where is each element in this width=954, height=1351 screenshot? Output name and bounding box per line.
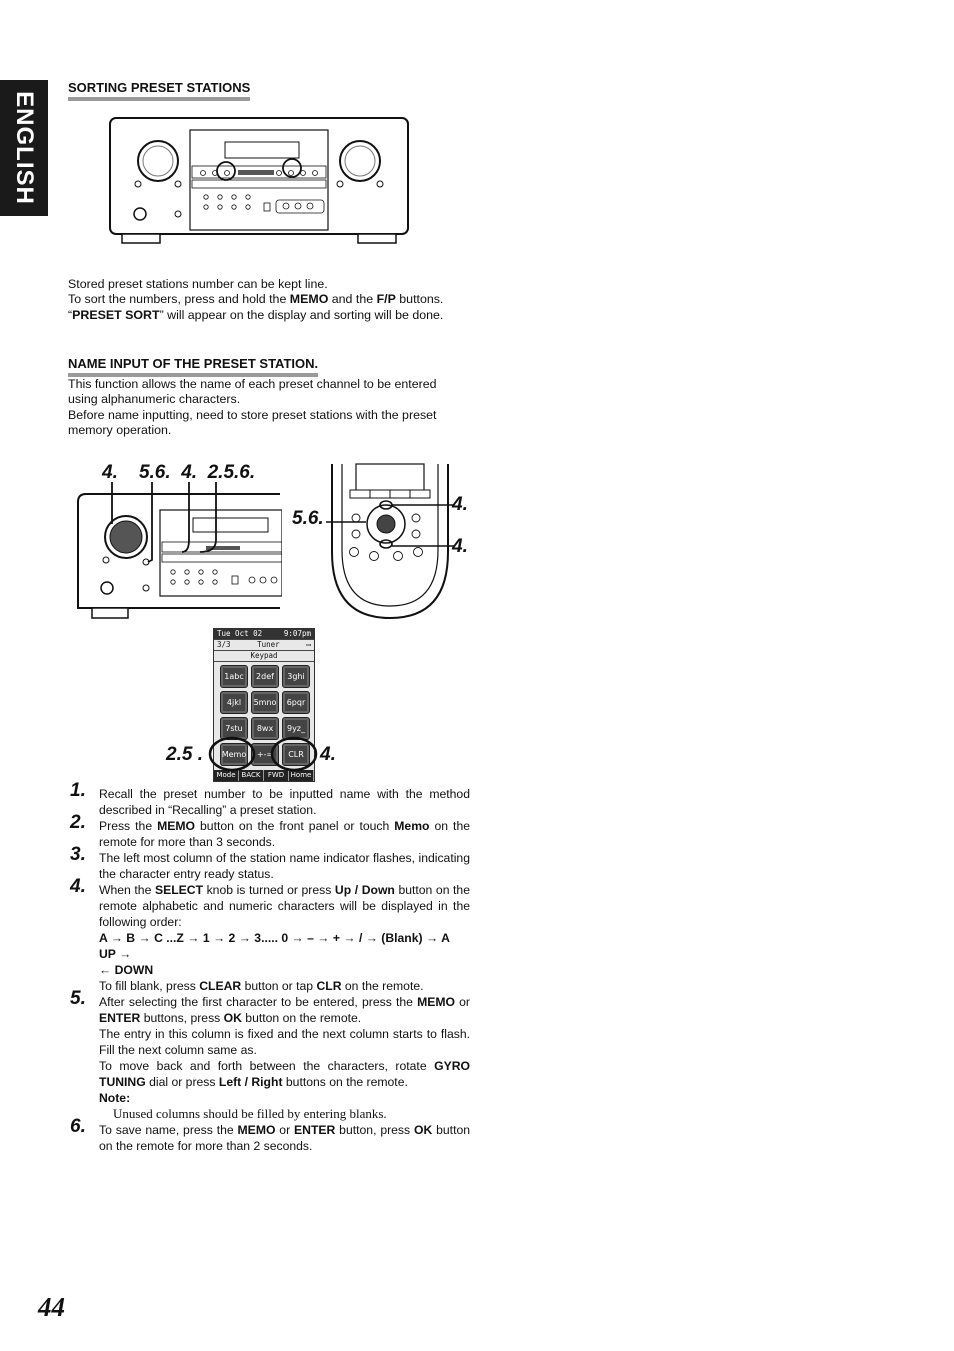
step-3 [70,844,470,882]
clr-key[interactable]: CLR [282,743,310,766]
step-5-text-2: The entry in this column is fixed and the next column starts to flash. Fill the next column same as. [99,1027,470,1057]
name-input-section-title: NAME INPUT OF THE PRESET STATION. [68,356,318,377]
step-1-number: 1. [70,780,86,801]
sorting-line-2 [68,292,468,307]
step-5-enter: ENTER [99,1011,141,1025]
step-5-text-a: After selecting the first character to be entered, press the [99,995,418,1009]
step-6-text-a: To save name, press the [99,1123,238,1137]
step-4-text-f: on the remote. [341,979,424,993]
step-5-text-3 [99,1058,470,1090]
step-2-memo-touch: Memo [394,819,430,833]
name-input-intro [68,377,468,439]
note-text: Unused columns should be filled by entering blanks. [113,1106,387,1121]
step-5-left-right: Left / Right [218,1075,283,1089]
step-6-text-d: button on the remote for more than 2 seconds. [99,1123,471,1153]
step-5-text-b: or [454,995,470,1009]
step-2-memo: MEMO [157,819,196,833]
note-label: Note: [99,1091,131,1105]
step-6-text [99,1122,470,1154]
receiver-panel-detail-illustration [76,480,282,622]
lcd-status-row [214,629,314,640]
memo-key[interactable]: Memo [220,743,248,766]
step-1-text: Recall the preset number to be inputted name with the method described in “Recalling” a preset station. [99,787,470,817]
step-5-memo: MEMO [417,995,455,1009]
step-4-select: SELECT [154,883,204,897]
step-2-text-a: Press the [99,819,158,833]
key-5[interactable]: 5mno [251,691,279,714]
sorting-line-2-text-c: buttons. [395,292,444,307]
panel-step-callouts: 4. 5.6. 4. 2.5.6. [102,462,256,483]
step-3-text: The left most column of the station name indicator flashes, indicating the character entry ready status. [99,851,470,881]
symbol-key[interactable]: +-= [251,743,279,766]
sorting-line-3 [68,308,468,323]
footer-home[interactable]: Home [289,770,314,781]
step-1 [70,780,470,818]
footer-fwd[interactable]: FWD [264,770,289,781]
name-input-intro-2: Before name inputting, need to store preset stations with the preset memory operation. [68,407,437,438]
sorting-line-2-text-b: and the [328,292,377,307]
step-4-text-d: To fill blank, press [99,979,200,993]
sorting-line-1 [68,277,468,292]
battery-icon: ▭ [306,640,311,649]
step-4-clear: CLEAR [199,979,242,993]
receiver-front-panel-illustration [108,116,412,246]
sorting-line-3-text-b: ” will appear on the display and sorting will be done. [159,307,444,322]
step-2-text-c: on the remote for more than 3 seconds. [99,819,470,849]
keypad-callout-right: 4. [320,744,336,765]
remote-callout-left: 5.6. [292,508,324,529]
step-5-text-d: button on the remote. [241,1011,362,1025]
preset-sort-keyword: PRESET SORT [72,307,160,322]
keypad-callout-left: 2.5 . [166,744,203,765]
character-order-down: ← DOWN [99,963,154,977]
footer-back[interactable]: BACK [239,770,264,781]
page-number: 44 [38,1292,65,1322]
key-3[interactable]: 3ghi [282,665,310,688]
step-4-text-b: knob is turned or press [203,883,335,897]
key-4[interactable]: 4jkl [220,691,248,714]
lcd-mode-row [214,651,314,662]
footer-mode[interactable]: Mode [214,770,239,781]
step-6-number: 6. [70,1116,86,1137]
name-input-intro-1: This function allows the name of each preset channel to be entered using alphanumeric characters. [68,377,437,407]
step-5-text-3a: To move back and forth between the characters, rotate [99,1059,435,1073]
character-order-up: UP → [99,947,132,961]
step-6 [70,1116,471,1154]
key-2[interactable]: 2def [251,665,279,688]
keypad-highlight-marks [208,730,320,774]
sorting-line-3-text-a: “ [68,307,73,322]
sorting-section-title: SORTING PRESET STATIONS [68,80,250,101]
step-6-text-b: or [275,1123,295,1137]
sorting-line-2-text-a: To sort the numbers, press and hold the [68,292,290,307]
step-4-text [99,882,470,930]
step-6-ok: OK [413,1123,433,1137]
key-6[interactable]: 6pqr [282,691,310,714]
fp-keyword: F/P [376,292,396,307]
step-2-text-b: button on the front panel or touch [195,819,395,833]
remote-callout-right-top: 4. [452,494,468,515]
sorting-line-1-text: Stored preset stations number can be kept line. [68,277,328,291]
memo-keyword: MEMO [289,292,329,307]
step-5-gyro-tuning: GYRO TUNING [99,1059,470,1089]
step-4-text-a: When the [99,883,155,897]
step-5-text [99,994,470,1026]
step-2 [70,812,470,850]
sorting-instructions [68,277,468,323]
key-1[interactable]: 1abc [220,665,248,688]
lcd-source: Tuner [257,640,280,649]
step-6-memo: MEMO [237,1123,276,1137]
step-6-enter: ENTER [294,1123,336,1137]
lcd-time: 9:07pm [283,629,311,638]
step-3-number: 3. [70,844,86,865]
language-tab [0,80,48,216]
lcd-source-row [214,640,314,651]
step-4-blank-text [99,978,470,994]
step-2-number: 2. [70,812,86,833]
step-4-text-e: button or tap [241,979,317,993]
remote-control-illustration [326,462,454,622]
step-6-text-c: button, press [335,1123,414,1137]
step-5 [70,988,470,1122]
step-5-text-3b: dial or press [145,1075,219,1089]
lcd-page: 3/3 [217,640,231,649]
key-9[interactable]: 9yz_ [282,717,310,740]
lcd-mode: Keypad [250,651,278,660]
character-order: A → B → C ...Z → 1 → 2 → 3..... 0 → – → + → / → (Blank) → A [99,931,450,945]
remote-callout-right-bottom: 4. [452,536,468,557]
step-5-text-c: buttons, press [140,1011,224,1025]
key-7[interactable]: 7stu [220,717,248,740]
step-4 [70,876,470,994]
step-5-text-3c: buttons on the remote. [282,1075,408,1089]
key-8[interactable]: 8wx [251,717,279,740]
step-4-text-c: button on the remote alphabetic and numeric characters will be displayed in the following order: [99,883,470,929]
step-2-text [99,818,470,850]
step-5-number: 5. [70,988,86,1009]
lcd-date: Tue Oct 02 [217,629,263,638]
step-5-ok: OK [223,1011,242,1025]
step-4-number: 4. [70,876,86,897]
language-tab-label: ENGLISH [11,91,38,205]
name-input-steps [70,780,471,1154]
step-4-clr: CLR [316,979,342,993]
step-4-updown: Up / Down [334,883,395,897]
